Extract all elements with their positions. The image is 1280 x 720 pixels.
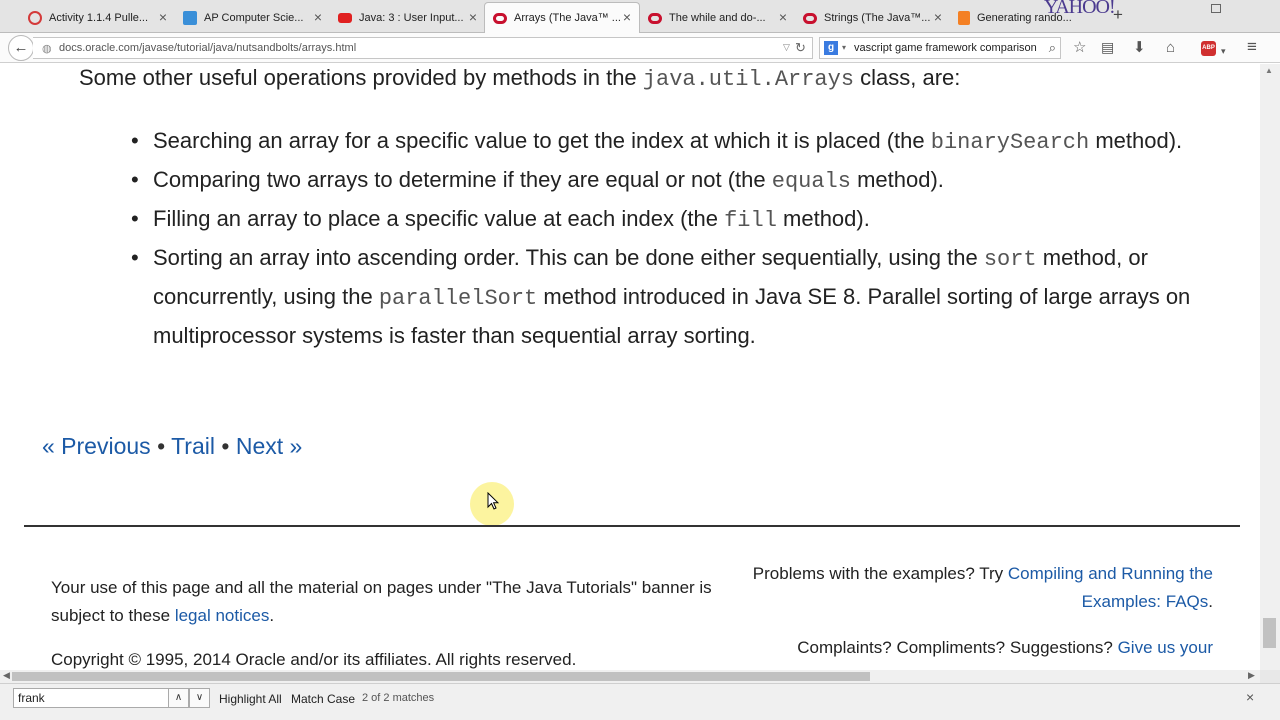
app-icon bbox=[183, 11, 197, 25]
pager-separator: • bbox=[157, 433, 166, 459]
globe-icon: ◍ bbox=[42, 43, 52, 55]
list-item bbox=[131, 200, 1211, 239]
tab-6[interactable] bbox=[795, 3, 950, 33]
adblock-dropdown-icon[interactable]: ▾ bbox=[1221, 46, 1226, 56]
scroll-up-icon[interactable]: ▲ bbox=[1265, 66, 1273, 75]
close-tab-icon[interactable]: × bbox=[313, 9, 322, 25]
previous-link[interactable]: « Previous bbox=[42, 433, 151, 459]
find-previous-button[interactable] bbox=[168, 688, 189, 708]
legal-notices-link[interactable]: legal notices bbox=[174, 606, 270, 625]
item-text: Searching an array for a specific value to get the index at which it is placed (the bbox=[153, 128, 931, 153]
intro-paragraph bbox=[79, 64, 960, 94]
tab-title: Generating rando... bbox=[977, 12, 1072, 24]
tab-title: Activity 1.1.4 Pulle... bbox=[49, 12, 149, 24]
code-binarysearch: binarySearch bbox=[930, 130, 1090, 155]
code-parallelsort: parallelSort bbox=[378, 286, 538, 311]
horizontal-scroll-thumb[interactable] bbox=[12, 672, 870, 681]
find-bar bbox=[0, 683, 1280, 720]
vertical-scroll-thumb[interactable] bbox=[1263, 618, 1276, 648]
scrollbar-corner bbox=[1260, 670, 1280, 683]
tab-1[interactable] bbox=[20, 3, 175, 33]
next-link[interactable]: Next » bbox=[235, 433, 303, 459]
feedback-text: Complaints? Compliments? Suggestions? bbox=[797, 638, 1118, 657]
tab-2[interactable] bbox=[175, 3, 330, 33]
faq-link[interactable]: Compiling and Running the Examples: FAQs bbox=[1007, 564, 1213, 611]
code-arrays-class: java.util.Arrays bbox=[642, 67, 855, 92]
google-icon: g bbox=[824, 41, 838, 55]
item-text: Filling an array to place a specific value at each index (the bbox=[153, 206, 725, 231]
legal-text: Your use of this page and all the material on pages under "The Java Tutorials" banner is subject to these bbox=[51, 578, 712, 625]
engine-dropdown-icon[interactable]: ▾ bbox=[842, 43, 847, 52]
home-icon[interactable]: ⌂ bbox=[1166, 39, 1176, 56]
page-navigation bbox=[42, 433, 302, 460]
legal-notice bbox=[51, 574, 731, 630]
url-text: docs.oracle.com/javase/tutorial/java/nutsandbolts/arrays.html bbox=[59, 42, 357, 54]
item-text-end: method). bbox=[850, 167, 944, 192]
scroll-right-icon[interactable]: ▶ bbox=[1248, 670, 1255, 680]
oracle-icon bbox=[648, 13, 662, 24]
problems-text: Problems with the examples? Try bbox=[752, 564, 1008, 583]
close-tab-icon[interactable]: × bbox=[158, 9, 167, 25]
tab-3[interactable] bbox=[330, 3, 485, 33]
match-case-toggle[interactable]: Match Case bbox=[291, 692, 356, 706]
chevron-up-icon: ∧ bbox=[174, 692, 183, 703]
code-equals: equals bbox=[771, 169, 851, 194]
horizontal-scrollbar[interactable] bbox=[0, 670, 1260, 683]
close-tab-icon[interactable]: × bbox=[468, 9, 477, 25]
find-input[interactable] bbox=[13, 688, 169, 708]
spinner-icon bbox=[28, 11, 42, 25]
oracle-icon bbox=[803, 13, 817, 24]
intro-text: Some other useful operations provided by methods in the bbox=[79, 65, 643, 90]
search-bar[interactable] bbox=[819, 37, 1061, 59]
tab-title: AP Computer Scie... bbox=[204, 12, 304, 24]
vertical-scrollbar[interactable] bbox=[1260, 64, 1280, 670]
youtube-icon bbox=[338, 13, 352, 23]
code-sort: sort bbox=[983, 247, 1037, 272]
close-tab-icon[interactable]: × bbox=[933, 9, 942, 25]
code-fill: fill bbox=[724, 208, 777, 233]
item-text: Sorting an array into ascending order. This can be done either sequentially, using the bbox=[153, 245, 984, 270]
reload-icon[interactable]: ↻ bbox=[795, 40, 806, 55]
problems-notice bbox=[740, 560, 1213, 616]
yahoo-logo: YAHOO! bbox=[1044, 0, 1115, 18]
scroll-left-icon[interactable]: ◀ bbox=[3, 670, 10, 680]
tab-title: Java: 3 : User Input... bbox=[359, 12, 464, 24]
tab-5[interactable] bbox=[640, 3, 795, 33]
find-next-button[interactable] bbox=[189, 688, 210, 708]
close-tab-icon[interactable]: × bbox=[778, 9, 787, 25]
stackoverflow-icon bbox=[958, 11, 970, 25]
pager-separator: • bbox=[221, 433, 230, 459]
mouse-pointer-icon bbox=[487, 492, 499, 511]
address-bar[interactable] bbox=[33, 37, 813, 59]
find-status: 2 of 2 matches bbox=[362, 692, 435, 704]
download-icon[interactable]: ⬇ bbox=[1133, 39, 1146, 56]
chevron-down-icon: ∨ bbox=[195, 692, 204, 703]
navigation-bar bbox=[0, 33, 1280, 63]
item-text-middle: method, or concurrently, using the bbox=[153, 245, 1148, 309]
close-tab-icon[interactable]: × bbox=[622, 9, 631, 25]
window-restore-icon[interactable] bbox=[1211, 4, 1221, 13]
feedback-notice bbox=[740, 634, 1213, 662]
back-button[interactable] bbox=[8, 35, 34, 61]
item-text-end: method). bbox=[776, 206, 870, 231]
oracle-icon bbox=[493, 13, 507, 24]
new-tab-button[interactable]: + bbox=[1113, 5, 1123, 24]
trail-link[interactable]: Trail bbox=[171, 433, 215, 459]
item-text: Comparing two arrays to determine if they are equal or not (the bbox=[153, 167, 772, 192]
tab-title: Arrays (The Java™ ... bbox=[514, 12, 621, 24]
back-arrow-icon: ← bbox=[13, 39, 29, 56]
close-find-icon[interactable]: × bbox=[1246, 689, 1255, 705]
cursor-highlight bbox=[470, 482, 514, 526]
tab-4-active[interactable] bbox=[484, 2, 640, 33]
highlight-all-toggle[interactable]: Highlight All bbox=[219, 692, 282, 706]
problems-end: . bbox=[1208, 592, 1213, 611]
legal-end: . bbox=[269, 606, 275, 625]
url-dropdown-icon[interactable]: ▽ bbox=[783, 42, 790, 52]
list-item bbox=[131, 122, 1211, 161]
footer-divider bbox=[24, 525, 1240, 527]
menu-icon[interactable]: ≡ bbox=[1247, 37, 1257, 56]
reading-list-icon[interactable]: ▤ bbox=[1101, 39, 1115, 55]
intro-text-end: class, are: bbox=[854, 65, 961, 90]
operations-list bbox=[131, 122, 1211, 354]
page-content bbox=[0, 64, 1260, 670]
list-item bbox=[131, 161, 1211, 200]
item-text-end: method introduced in Java SE 8. Parallel sorting of large arrays on multiprocessor systems is faster than sequential array sorting. bbox=[153, 284, 1191, 348]
search-icon[interactable]: ⌕ bbox=[1048, 40, 1056, 55]
tab-title: Strings (The Java™... bbox=[824, 12, 931, 24]
feedback-link[interactable]: Give us your bbox=[1117, 638, 1213, 657]
copyright-text: Copyright © 1995, 2014 Oracle and/or its affiliates. All rights reserved. bbox=[51, 650, 577, 669]
item-text-end: method). bbox=[1089, 128, 1183, 153]
search-query: vascript game framework comparison bbox=[854, 42, 1037, 54]
bookmark-star-icon[interactable]: ☆ bbox=[1073, 39, 1087, 56]
adblock-icon[interactable]: ABP bbox=[1201, 41, 1216, 56]
tab-title: The while and do-... bbox=[669, 12, 766, 24]
list-item bbox=[131, 239, 1211, 354]
tab-strip bbox=[0, 0, 1280, 33]
